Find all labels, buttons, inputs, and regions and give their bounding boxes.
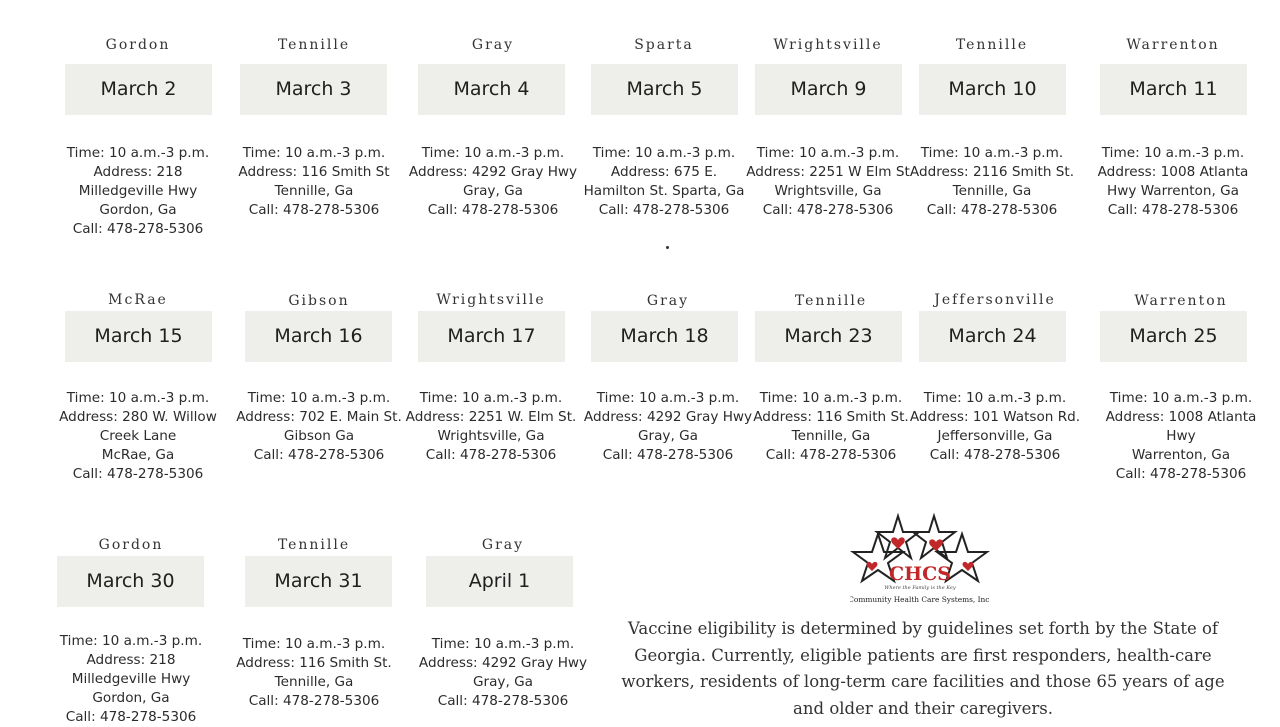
clinic-card: [1091, 292, 1271, 482]
clinic-detail-line: Hamilton St. Sparta, Ga: [583, 183, 745, 199]
clinic-detail-line: Gibson Ga: [283, 428, 355, 444]
clinic-town: Gordon: [105, 37, 171, 53]
clinic-town: Warrenton: [1134, 293, 1228, 309]
clinic-town: Wrightsville: [436, 292, 546, 308]
clinic-card: [229, 292, 409, 463]
clinic-card: [578, 292, 758, 463]
clinic-card: [403, 36, 583, 218]
clinic-details: [1091, 389, 1271, 484]
clinic-detail-line: Call: 478-278-5306: [926, 202, 1058, 218]
clinic-detail-line: Call: 478-278-5306: [72, 466, 204, 482]
clinic-town: Gray: [646, 293, 690, 309]
clinic-detail-line: Milledgeville Hwy: [71, 671, 191, 687]
clinic-date: March 4: [418, 64, 565, 115]
clinic-detail-line: Call: 478-278-5306: [437, 693, 569, 709]
clinic-detail-line: Jeffersonville, Ga: [937, 428, 1053, 444]
clinic-detail-line: Wrightsville, Ga: [437, 428, 545, 444]
clinic-detail-line: Call: 478-278-5306: [598, 202, 730, 218]
clinic-detail-line: Time: 10 a.m.-3 p.m.: [431, 636, 575, 652]
clinic-detail-line: Time: 10 a.m.-3 p.m.: [923, 390, 1067, 406]
clinic-date: March 11: [1100, 64, 1247, 115]
logo-heart: [891, 537, 905, 549]
clinic-detail-line: Creek Lane: [99, 428, 177, 444]
clinic-date: March 5: [591, 64, 738, 115]
clinic-detail-line: Warrenton, Ga: [1131, 447, 1231, 463]
chcs-logo: [850, 512, 990, 606]
clinic-detail-line: Time: 10 a.m.-3 p.m.: [920, 145, 1064, 161]
clinic-date: March 10: [919, 64, 1066, 115]
clinic-detail-line: Gordon, Ga: [99, 202, 177, 218]
clinic-detail-line: Call: 478-278-5306: [427, 202, 559, 218]
clinic-detail-line: Call: 478-278-5306: [248, 693, 380, 709]
clinic-detail-line: Call: 478-278-5306: [1107, 202, 1239, 218]
clinic-detail-line: Time: 10 a.m.-3 p.m.: [1109, 390, 1253, 406]
clinic-detail-line: Gray, Ga: [462, 183, 523, 199]
clinic-card: [741, 292, 921, 463]
eligibility-notice: Vaccine eligibility is determined by guidelines set forth by the State of Georgia. Currently, eligible patients are first responders, health-care workers, residents of long-term care facilities and those 65 years of age and older and their caregivers.: [621, 619, 1225, 718]
clinic-detail-line: Address: 116 Smith St: [238, 164, 390, 180]
clinic-detail-line: Tennille, Ga: [791, 428, 871, 444]
clinic-detail-line: Gray, Ga: [472, 674, 533, 690]
clinic-town: Gordon: [98, 537, 164, 553]
clinic-town: Tennille: [955, 37, 1029, 53]
clinic-detail-line: Call: 478-278-5306: [65, 709, 197, 725]
clinic-card: [41, 536, 221, 725]
clinic-card: [738, 36, 918, 218]
clinic-detail-line: Time: 10 a.m.-3 p.m.: [66, 390, 210, 406]
clinic-detail-line: Call: 478-278-5306: [762, 202, 894, 218]
clinic-detail-line: Time: 10 a.m.-3 p.m.: [421, 145, 565, 161]
clinic-detail-line: Time: 10 a.m.-3 p.m.: [242, 636, 386, 652]
clinic-card: [902, 36, 1082, 218]
clinic-card: [905, 291, 1085, 463]
clinic-detail-line: Wrightsville, Ga: [774, 183, 882, 199]
clinic-detail-line: Time: 10 a.m.-3 p.m.: [66, 145, 210, 161]
clinic-date: April 1: [426, 556, 573, 607]
logo-acronym: CHCS: [889, 563, 951, 585]
clinic-town: Sparta: [634, 37, 694, 53]
clinic-detail-line: Address: 218: [93, 164, 183, 180]
clinic-details: [1083, 144, 1263, 220]
clinic-detail-line: Time: 10 a.m.-3 p.m.: [419, 390, 563, 406]
clinic-date: March 17: [418, 311, 565, 362]
clinic-details: [574, 144, 754, 220]
clinic-town: McRae: [108, 292, 168, 308]
clinic-details: [403, 144, 583, 220]
clinic-date: March 25: [1100, 311, 1247, 362]
logo-tagline: Where the Family is the Key: [884, 585, 956, 591]
clinic-detail-line: Call: 478-278-5306: [1115, 466, 1247, 482]
clinic-card: [574, 36, 754, 218]
clinic-date: March 18: [591, 311, 738, 362]
clinic-details: [229, 389, 409, 465]
logo-heart: [867, 562, 878, 571]
clinic-detail-line: Gordon, Ga: [92, 690, 170, 706]
clinic-detail-line: Address: 702 E. Main St.: [236, 409, 402, 425]
clinic-detail-line: Call: 478-278-5306: [72, 221, 204, 237]
clinic-card: [48, 36, 228, 237]
clinic-detail-line: Time: 10 a.m.-3 p.m.: [592, 145, 736, 161]
clinic-detail-line: Address: 116 Smith St.: [753, 409, 909, 425]
clinic-detail-line: Address: 4292 Gray Hwy: [583, 409, 753, 425]
clinic-detail-line: Address: 2116 Smith St.: [909, 164, 1075, 180]
clinic-details: [738, 144, 918, 220]
clinic-detail-line: Hwy: [1166, 428, 1196, 444]
clinic-date: March 23: [755, 311, 902, 362]
clinic-card: [413, 536, 593, 709]
logo-name: Community Health Care Systems, Inc.: [850, 595, 990, 604]
clinic-card: [48, 291, 228, 482]
clinic-details: [578, 389, 758, 465]
clinic-detail-line: Time: 10 a.m.-3 p.m.: [59, 633, 203, 649]
clinic-detail-line: Call: 478-278-5306: [765, 447, 897, 463]
clinic-detail-line: Call: 478-278-5306: [602, 447, 734, 463]
clinic-detail-line: Address: 101 Watson Rd.: [909, 409, 1081, 425]
clinic-detail-line: McRae, Ga: [101, 447, 175, 463]
clinic-details: [401, 389, 581, 465]
clinic-detail-line: Call: 478-278-5306: [248, 202, 380, 218]
clinic-date: March 9: [755, 64, 902, 115]
clinic-detail-line: Address: 2251 W. Elm St.: [405, 409, 577, 425]
clinic-town: Wrightsville: [773, 37, 883, 53]
clinic-detail-line: Call: 478-278-5306: [929, 447, 1061, 463]
clinic-town: Jeffersonville: [934, 292, 1056, 308]
clinic-detail-line: Address: 1008 Atlanta: [1097, 164, 1249, 180]
clinic-detail-line: Gray, Ga: [637, 428, 698, 444]
clinic-town: Gibson: [288, 293, 350, 309]
clinic-details: [48, 144, 228, 239]
clinic-details: [224, 635, 404, 711]
clinic-date: March 24: [919, 311, 1066, 362]
clinic-date: March 2: [65, 64, 212, 115]
clinic-detail-line: Milledgeville Hwy: [78, 183, 198, 199]
clinic-date: March 15: [65, 311, 212, 362]
clinic-detail-line: Address: 4292 Gray Hwy: [408, 164, 578, 180]
clinic-date: March 3: [240, 64, 387, 115]
clinic-date: March 31: [245, 556, 392, 607]
clinic-card: [1083, 36, 1263, 218]
clinic-detail-line: Address: 1008 Atlanta: [1105, 409, 1257, 425]
clinic-detail-line: Tennille, Ga: [274, 183, 354, 199]
clinic-detail-line: Time: 10 a.m.-3 p.m.: [242, 145, 386, 161]
clinic-detail-line: Time: 10 a.m.-3 p.m.: [596, 390, 740, 406]
clinic-card: [224, 36, 404, 218]
clinic-detail-line: Address: 4292 Gray Hwy: [418, 655, 588, 671]
logo-heart: [963, 562, 974, 571]
clinic-detail-line: Address: 2251 W Elm St: [746, 164, 910, 180]
clinic-details: [905, 389, 1085, 465]
clinic-detail-line: Call: 478-278-5306: [253, 447, 385, 463]
clinic-details: [902, 144, 1082, 220]
stray-dot: [666, 246, 669, 249]
clinic-details: [48, 389, 228, 484]
clinic-detail-line: Call: 478-278-5306: [425, 447, 557, 463]
clinic-detail-line: Address: 280 W. Willow: [59, 409, 217, 425]
clinic-town: Tennille: [277, 37, 351, 53]
clinic-card: [224, 536, 404, 709]
clinic-date: March 16: [245, 311, 392, 362]
clinic-details: [224, 144, 404, 220]
clinic-date: March 30: [57, 556, 204, 607]
clinic-detail-line: Address: 116 Smith St.: [236, 655, 392, 671]
clinic-details: [413, 635, 593, 711]
clinic-town: Warrenton: [1126, 37, 1220, 53]
clinic-card: [401, 291, 581, 463]
clinic-detail-line: Address: 218: [86, 652, 176, 668]
clinic-detail-line: Address: 675 E.: [610, 164, 718, 180]
clinic-town: Tennille: [277, 537, 351, 553]
clinic-detail-line: Time: 10 a.m.-3 p.m.: [756, 145, 900, 161]
clinic-detail-line: Time: 10 a.m.-3 p.m.: [759, 390, 903, 406]
clinic-details: [741, 389, 921, 465]
clinic-detail-line: Tennille, Ga: [274, 674, 354, 690]
clinic-detail-line: Time: 10 a.m.-3 p.m.: [247, 390, 391, 406]
clinic-detail-line: Hwy Warrenton, Ga: [1107, 183, 1239, 199]
clinic-town: Tennille: [794, 293, 868, 309]
clinic-detail-line: Time: 10 a.m.-3 p.m.: [1101, 145, 1245, 161]
clinic-details: [41, 632, 221, 727]
clinic-detail-line: Tennille, Ga: [952, 183, 1032, 199]
clinic-town: Gray: [481, 537, 525, 553]
clinic-town: Gray: [471, 37, 515, 53]
